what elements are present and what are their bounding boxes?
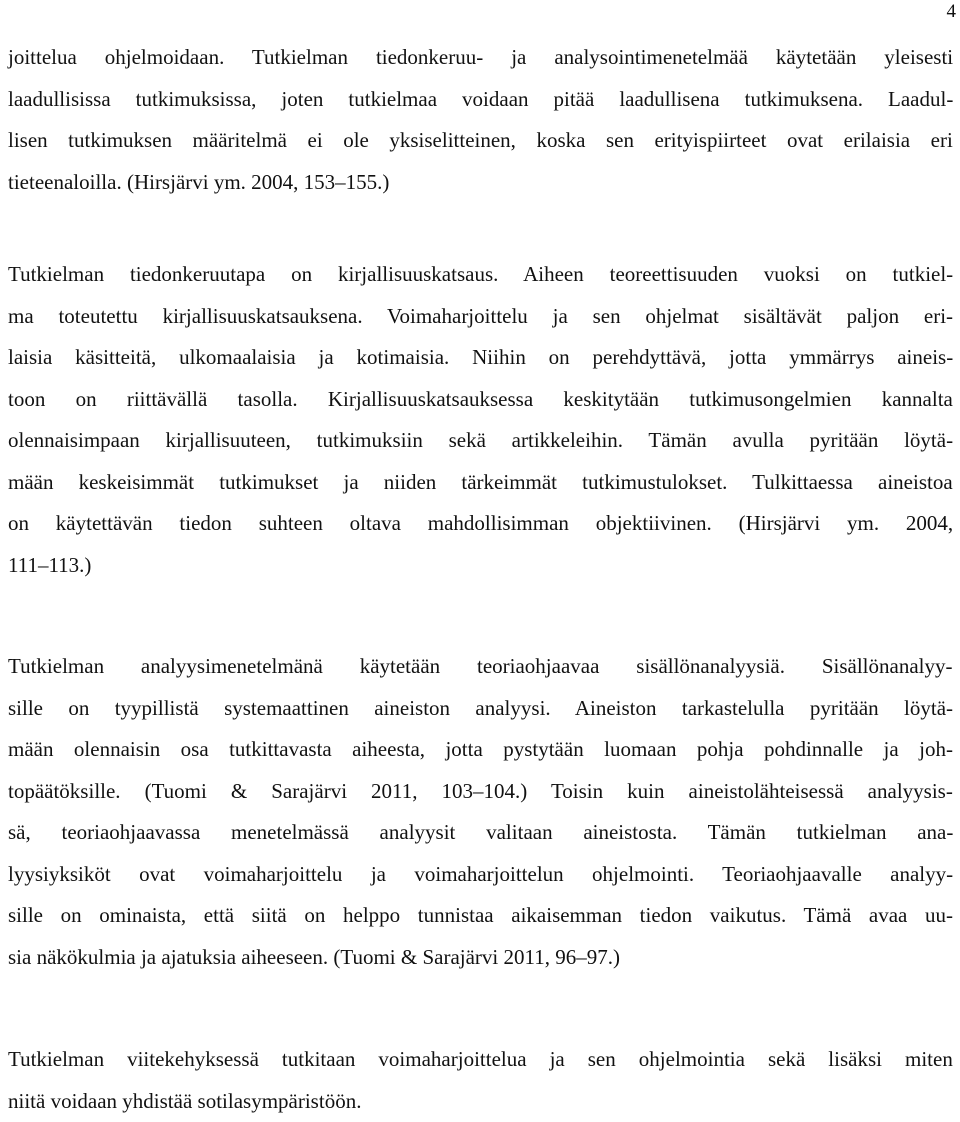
text-line: sä, teoriaohjaavassa menetelmässä analyysit valitaan aineistosta. Tämän tutkielman ana- — [8, 812, 953, 854]
text-line: lisen tutkimuksen määritelmä ei ole yksiselitteinen, koska sen erityispiirteet ovat erilaisia eri — [8, 120, 953, 162]
text-line: olennaisimpaan kirjallisuuteen, tutkimuksiin sekä artikkeleihin. Tämän avulla pyritään löytä- — [8, 420, 953, 462]
paragraph-analysis-method — [8, 646, 953, 978]
text-line: tieteenaloilla. (Hirsjärvi ym. 2004, 153–155.) — [8, 162, 953, 204]
text-line: joittelua ohjelmoidaan. Tutkielman tiedonkeruu- ja analysointimenetelmää käytetään yleisesti — [8, 37, 953, 79]
text-line: mään olennaisin osa tutkittavasta aiheesta, jotta pystytään luomaan pohja pohdinnalle ja joh- — [8, 729, 953, 771]
text-line: ma toteutettu kirjallisuuskatsauksena. Voimaharjoittelu ja sen ohjelmat sisältävät paljon eri- — [8, 296, 953, 338]
text-line: Tutkielman analyysimenetelmänä käytetään teoriaohjaavaa sisällönanalyysiä. Sisällönanalyy- — [8, 646, 953, 688]
text-line: laadullisissa tutkimuksissa, joten tutkielmaa voidaan pitää laadullisena tutkimuksena. Laadul- — [8, 79, 953, 121]
paragraph-framework — [8, 1039, 953, 1122]
text-line: lyysiyksiköt ovat voimaharjoittelu ja voimaharjoittelun ohjelmointi. Teoriaohjaavalle analyy- — [8, 854, 953, 896]
text-line: Tutkielman tiedonkeruutapa on kirjallisuuskatsaus. Aiheen teoreettisuuden vuoksi on tutkiel- — [8, 254, 953, 296]
text-line: toon on riittävällä tasolla. Kirjallisuuskatsauksessa keskitytään tutkimusongelmien kannalta — [8, 379, 953, 421]
text-line: sille on ominaista, että siitä on helppo tunnistaa aikaisemman tiedon vaikutus. Tämä avaa uu- — [8, 895, 953, 937]
paragraph-methods-intro — [8, 37, 953, 203]
text-line: sille on tyypillistä systemaattinen aineiston analyysi. Aineiston tarkastelulla pyritään löytä- — [8, 688, 953, 730]
paragraph-data-collection — [8, 254, 953, 586]
text-line: mään keskeisimmät tutkimukset ja niiden tärkeimmät tutkimustulokset. Tulkittaessa aineistoa — [8, 462, 953, 504]
text-line: laisia käsitteitä, ulkomaalaisia ja kotimaisia. Niihin on perehdyttävä, jotta ymmärrys aineis- — [8, 337, 953, 379]
page-number: 4 — [947, 0, 957, 24]
text-line: topäätöksille. (Tuomi & Sarajärvi 2011, 103–104.) Toisin kuin aineistolähteisessä analyysis- — [8, 771, 953, 813]
text-line: niitä voidaan yhdistää sotilasympäristöön. — [8, 1081, 953, 1122]
text-line: Tutkielman viitekehyksessä tutkitaan voimaharjoittelua ja sen ohjelmointia sekä lisäksi miten — [8, 1039, 953, 1081]
text-line: on käytettävän tiedon suhteen oltava mahdollisimman objektiivinen. (Hirsjärvi ym. 2004, — [8, 503, 953, 545]
text-line: 111–113.) — [8, 545, 953, 587]
text-line: sia näkökulmia ja ajatuksia aiheeseen. (Tuomi & Sarajärvi 2011, 96–97.) — [8, 937, 953, 979]
